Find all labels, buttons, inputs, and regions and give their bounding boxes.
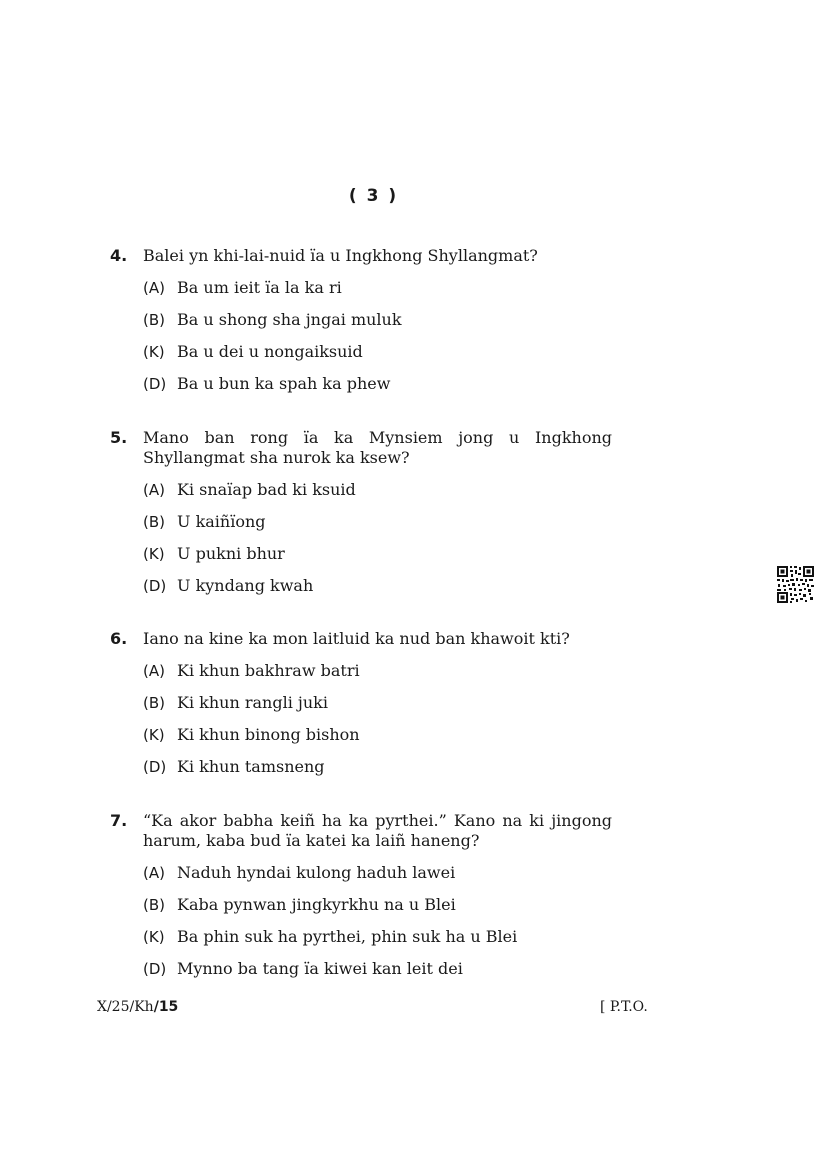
option-letter: (B): [143, 513, 165, 531]
question-number: 4.: [110, 246, 128, 265]
option-letter: (B): [143, 311, 165, 329]
option-letter: (B): [143, 694, 165, 712]
question-number: 6.: [110, 629, 128, 648]
option-d: [143, 576, 313, 596]
option-text: Ki khun rangli juki: [177, 693, 328, 712]
option-text: Ba um ieit ïa la ka ri: [177, 278, 342, 297]
option-letter: (A): [143, 662, 165, 680]
pto-label: [ P.T.O.: [600, 999, 648, 1015]
option-d: [143, 374, 390, 394]
option-text: Ba u dei u nongaiksuid: [177, 342, 363, 361]
option-letter: (A): [143, 481, 165, 499]
option-b: [143, 512, 266, 532]
option-text: U pukni bhur: [177, 544, 285, 563]
option-letter: (A): [143, 864, 165, 882]
option-text: Ba phin suk ha pyrthei, phin suk ha u Blei: [177, 927, 518, 946]
question-text: Iano na kine ka mon laitluid ka nud ban khawoit kti?: [143, 629, 570, 648]
question-number: 7.: [110, 811, 128, 830]
option-b: [143, 895, 456, 915]
option-letter: (D): [143, 577, 167, 595]
option-text: U kaiñïong: [177, 512, 266, 531]
option-d: [143, 757, 325, 777]
option-b: [143, 310, 402, 330]
option-k: [143, 342, 363, 362]
option-text: Mynno ba tang ïa kiwei kan leit dei: [177, 959, 463, 978]
page-number: ( 3 ): [348, 186, 399, 206]
option-b: [143, 693, 328, 713]
option-letter: (D): [143, 960, 167, 978]
option-letter: (D): [143, 375, 167, 393]
question-text: “Ka akor babha keiñ ha ka pyrthei.” Kano na ki jingong harum, kaba bud ïa katei ka laiñ haneng?: [143, 811, 612, 850]
option-letter: (K): [143, 545, 165, 563]
option-text: Naduh hyndai kulong haduh lawei: [177, 863, 456, 882]
question-text: Mano ban rong ïa ka Mynsiem jong u Ingkhong Shyllangmat sha nurok ka ksew?: [143, 428, 612, 467]
option-letter: (K): [143, 343, 165, 361]
paper-code-suffix: /15: [153, 999, 179, 1015]
option-a: [143, 661, 360, 681]
paper-code-prefix: X/25/Kh: [97, 999, 154, 1015]
option-k: [143, 725, 360, 745]
option-a: [143, 863, 455, 883]
option-text: U kyndang kwah: [177, 576, 314, 595]
option-letter: (K): [143, 726, 165, 744]
option-letter: (D): [143, 758, 167, 776]
qr-code-icon: [776, 565, 815, 604]
option-text: Ki khun tamsneng: [177, 757, 325, 776]
option-text: Ba u bun ka spah ka phew: [177, 374, 391, 393]
option-a: [143, 278, 342, 298]
option-text: Ba u shong sha jngai muluk: [177, 310, 402, 329]
option-k: [143, 927, 517, 947]
paper-code: [97, 999, 178, 1015]
option-text: Ki khun binong bishon: [177, 725, 360, 744]
option-k: [143, 544, 285, 564]
option-letter: (K): [143, 928, 165, 946]
question-number: 5.: [110, 428, 128, 447]
option-text: Ki khun bakhraw batri: [177, 661, 360, 680]
option-text: Kaba pynwan jingkyrkhu na u Blei: [177, 895, 456, 914]
question-text: Balei yn khi-lai-nuid ïa u Ingkhong Shyllangmat?: [143, 246, 538, 265]
option-a: [143, 480, 356, 500]
option-letter: (A): [143, 279, 165, 297]
option-text: Ki snaïap bad ki ksuid: [177, 480, 356, 499]
option-letter: (B): [143, 896, 165, 914]
option-d: [143, 959, 463, 979]
